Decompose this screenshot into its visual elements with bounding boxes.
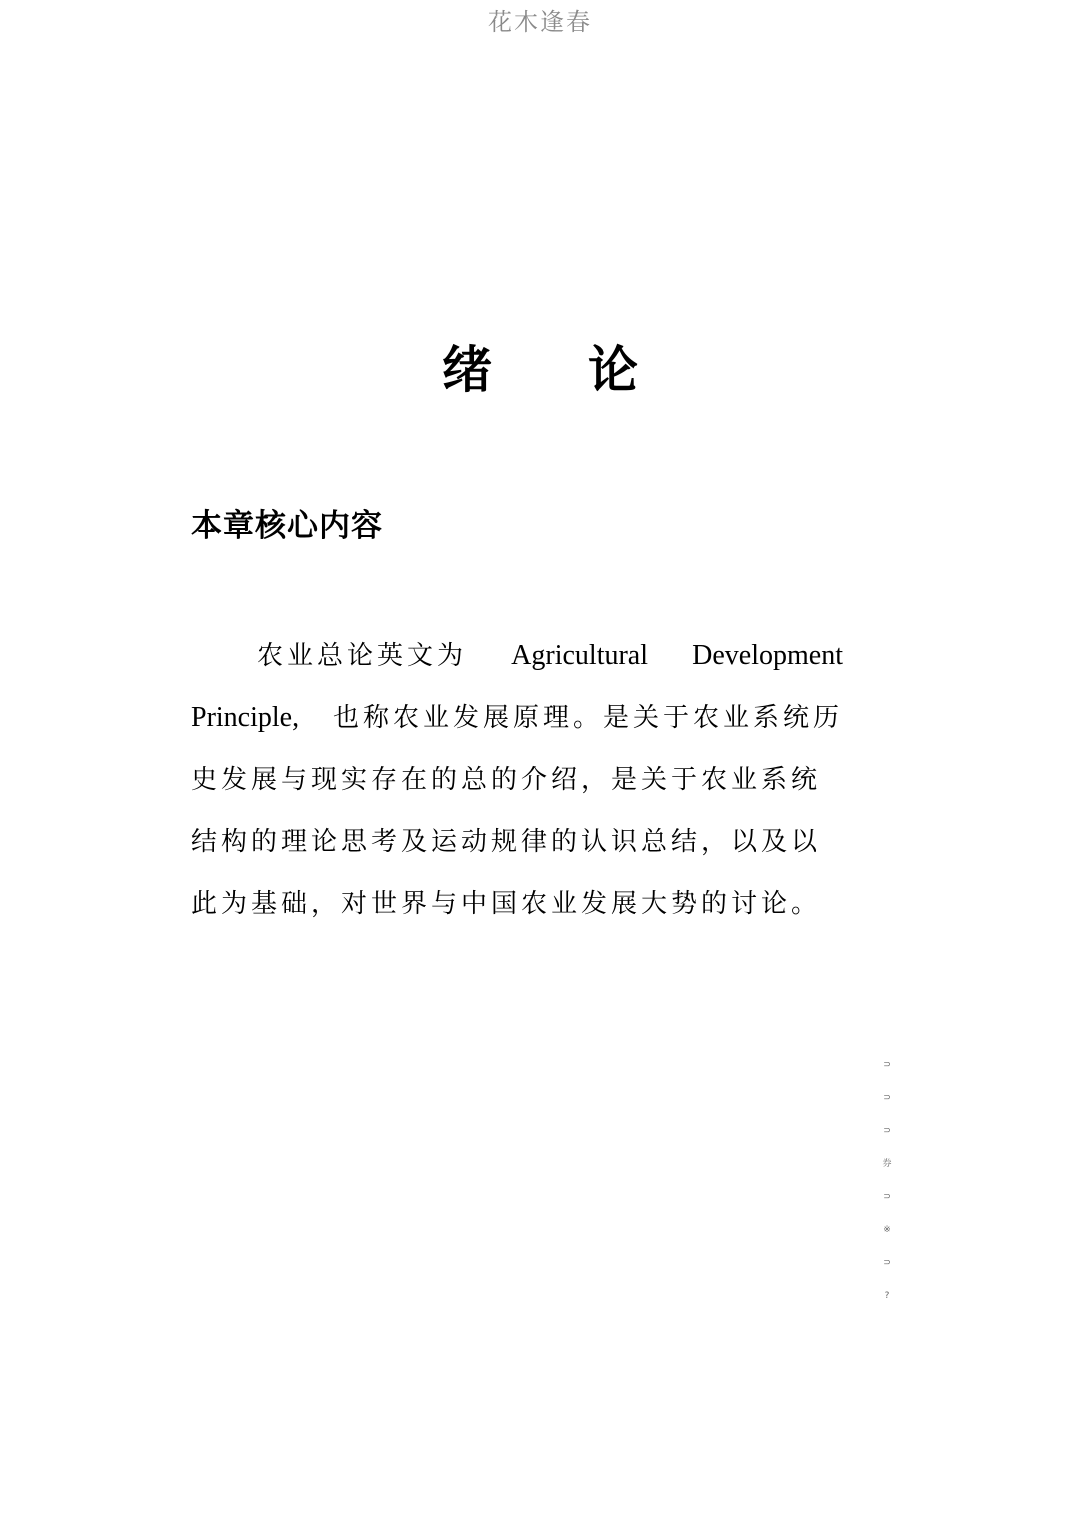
section-heading: 本章核心内容: [191, 508, 383, 544]
chapter-title-char-2: 论: [588, 341, 638, 399]
margin-mark: 券: [882, 1159, 892, 1169]
paragraph-line-4: 结构的理论思考及运动规律的认识总结，以及以: [191, 827, 822, 857]
paragraph-line-5: 此为基础，对世界与中国农业发展大势的讨论。: [191, 889, 822, 919]
line1-english-word-2: Development: [692, 640, 843, 671]
line2-chinese: 也称农业发展原理。是关于农业系统历: [332, 703, 843, 733]
line1-chinese: 农业总论英文为: [257, 641, 468, 671]
chapter-title: [0, 340, 1080, 400]
margin-mark: ※: [883, 1225, 891, 1235]
paragraph-line-2: [191, 692, 843, 754]
line2-english: Principle,: [191, 702, 300, 733]
margin-mark: ⊃: [883, 1258, 891, 1268]
line1-english-word-1: Agricultural: [511, 640, 648, 671]
margin-mark: ⊃: [883, 1126, 891, 1136]
margin-marks: [880, 1058, 894, 1322]
margin-mark: ?: [884, 1291, 890, 1301]
paragraph-line-3: 史发展与现实存在的总的介绍，是关于农业系统: [191, 765, 822, 795]
margin-mark: ⊃: [883, 1192, 891, 1202]
margin-mark: ⊃: [883, 1060, 891, 1070]
paragraph-line-1: [191, 630, 843, 692]
watermark-text: 花木逢春: [488, 8, 592, 36]
chapter-title-char-1: 绪: [442, 341, 492, 399]
margin-mark: ⊃: [883, 1093, 891, 1103]
body-paragraph: [191, 630, 843, 940]
